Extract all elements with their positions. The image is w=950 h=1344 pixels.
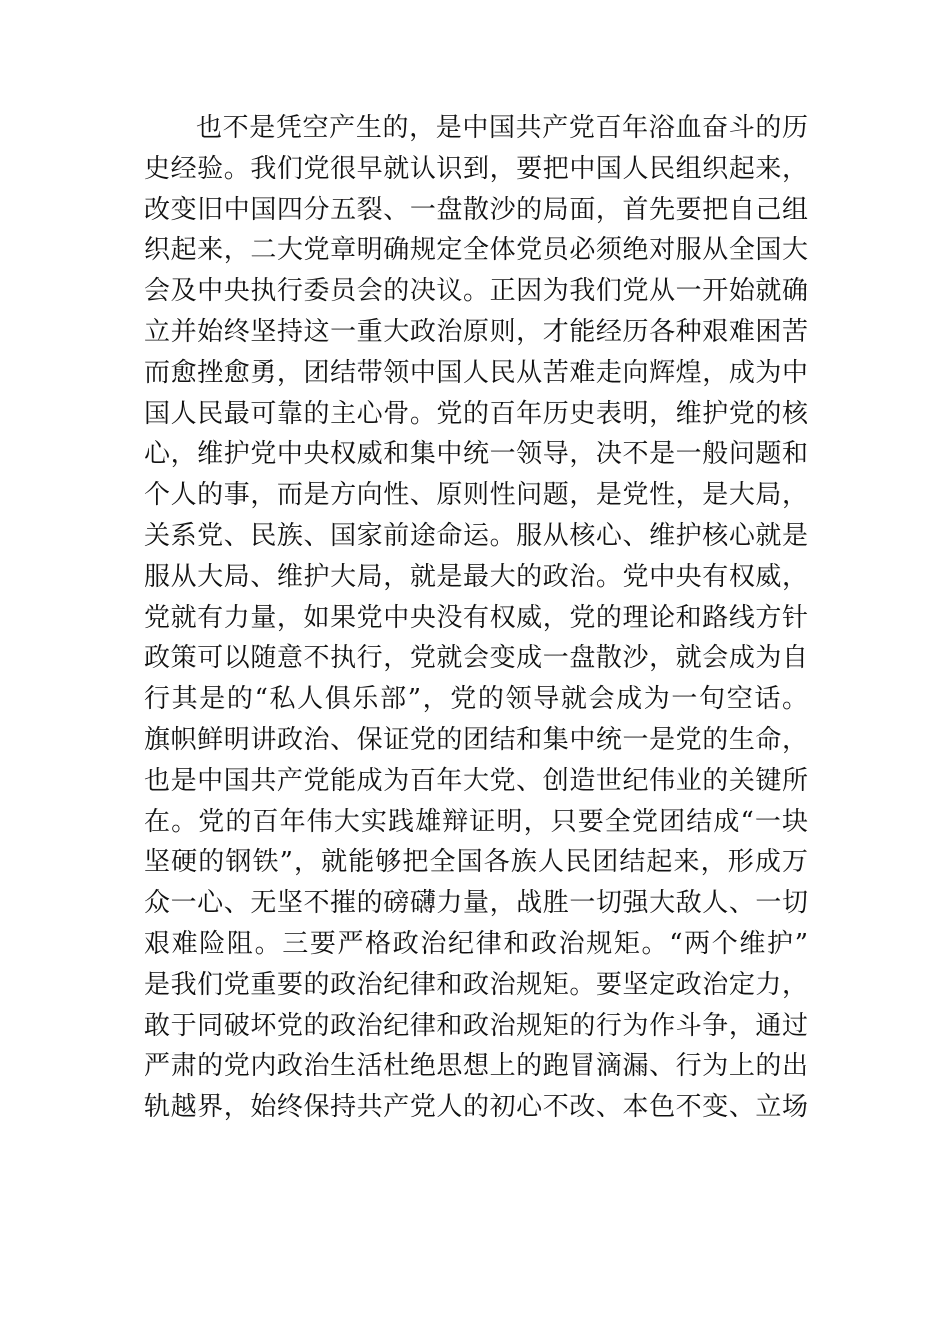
text-line: 服从大局、维护大局，就是最大的政治。党中央有权威， — [144, 561, 808, 592]
text-line: 会及中央执行委员会的决议。正因为我们党从一开始就确 — [144, 276, 808, 307]
text-line: 行其是的“私人俱乐部”，党的领导就会成为一句空话。 — [144, 684, 808, 715]
text-line: 艰难险阻。三要严格政治纪律和政治规矩。“两个维护” — [144, 928, 808, 959]
text-line: 而愈挫愈勇，团结带领中国人民从苦难走向辉煌，成为中 — [144, 357, 808, 388]
text-line: 心，维护党中央权威和集中统一领导，决不是一般问题和 — [144, 439, 808, 470]
text-line: 改变旧中国四分五裂、一盘散沙的局面，首先要把自己组 — [144, 194, 808, 225]
text-line: 旗帜鲜明讲政治、保证党的团结和集中统一是党的生命， — [144, 724, 808, 755]
text-line: 国人民最可靠的主心骨。党的百年历史表明，维护党的核 — [144, 398, 808, 429]
text-line: 关系党、民族、国家前途命运。服从核心、维护核心就是 — [144, 520, 808, 551]
text-line: 史经验。我们党很早就认识到，要把中国人民组织起来， — [144, 153, 808, 184]
text-line: 党就有力量，如果党中央没有权威，党的理论和路线方针 — [144, 602, 808, 633]
text-line: 政策可以随意不执行，党就会变成一盘散沙，就会成为自 — [144, 643, 808, 674]
text-line: 立并始终坚持这一重大政治原则，才能经历各种艰难困苦 — [144, 316, 808, 347]
text-line: 是我们党重要的政治纪律和政治规矩。要坚定政治定力， — [144, 969, 808, 1000]
text-line: 个人的事，而是方向性、原则性问题，是党性，是大局， — [144, 480, 808, 511]
text-line: 在。党的百年伟大实践雄辩证明，只要全党团结成“一块 — [144, 806, 808, 837]
text-line: 织起来，二大党章明确规定全体党员必须绝对服从全国大 — [144, 235, 808, 266]
text-line: 也是中国共产党能成为百年大党、创造世纪伟业的关键所 — [144, 765, 808, 796]
text-line: 众一心、无坚不摧的磅礴力量，战胜一切强大敌人、一切 — [144, 888, 808, 919]
text-line: 严肃的党内政治生活杜绝思想上的跑冒滴漏、行为上的出 — [144, 1051, 808, 1082]
text-line: 也不是凭空产生的，是中国共产党百年浴血奋斗的历 — [196, 113, 808, 143]
body-text — [144, 108, 808, 1128]
text-line: 敢于同破坏党的政治纪律和政治规矩的行为作斗争，通过 — [144, 1010, 808, 1041]
text-line: 轨越界，始终保持共产党人的初心不改、本色不变、立场 — [144, 1092, 808, 1123]
text-line: 坚硬的钢铁”，就能够把全国各族人民团结起来，形成万 — [144, 847, 808, 878]
